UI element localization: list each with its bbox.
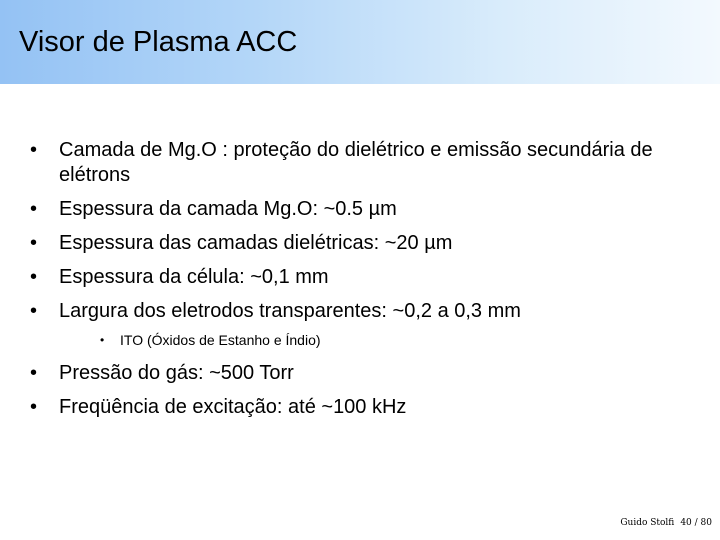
bullet-icon: • — [30, 266, 38, 288]
bullet-text: Pressão do gás: ~500 Torr — [59, 362, 294, 384]
bullet-icon: • — [30, 396, 38, 418]
bullet-text: Freqüência de excitação: até ~100 kHz — [59, 396, 407, 418]
footer-author: Guido Stolfi — [620, 518, 675, 528]
bullet-icon: • — [30, 139, 38, 161]
slide-title: Visor de Plasma ACC — [19, 26, 298, 58]
bullet-icon: • — [30, 232, 38, 254]
bullet-text: Espessura da camada Mg.O: ~0.5 µm — [59, 198, 397, 220]
slide-footer — [604, 517, 712, 529]
bullet-text: Camada de Mg.O : proteção do dielétrico e emissão secundária de elétrons — [59, 139, 653, 186]
bullet-icon: • — [30, 300, 38, 322]
bullet-icon: • — [30, 198, 38, 220]
bullet-item-electrode-width — [30, 299, 700, 324]
bullet-item-dielectric-thickness — [30, 231, 700, 256]
bullet-list — [30, 138, 700, 429]
bullet-item-cell-thickness — [30, 265, 700, 290]
page-number: 40 / 80 — [680, 518, 712, 528]
bullet-text: Espessura das camadas dielétricas: ~20 µm — [59, 232, 453, 254]
sub-bullet-text: ITO (Óxidos de Estanho e Índio) — [120, 332, 321, 348]
bullet-text: Espessura da célula: ~0,1 mm — [59, 266, 329, 288]
bullet-item-mgo-thickness — [30, 197, 700, 222]
title-bar — [0, 0, 720, 84]
bullet-icon: • — [30, 362, 38, 384]
bullet-text: Largura dos eletrodos transparentes: ~0,2 a 0,3 mm — [59, 300, 521, 322]
bullet-item-gas-pressure — [30, 361, 700, 386]
sub-bullet-icon: • — [100, 333, 105, 347]
bullet-item-excitation-frequency — [30, 395, 700, 420]
sub-bullet-item-ito — [30, 331, 700, 349]
bullet-item-magnesium-oxide-layer — [30, 138, 700, 188]
